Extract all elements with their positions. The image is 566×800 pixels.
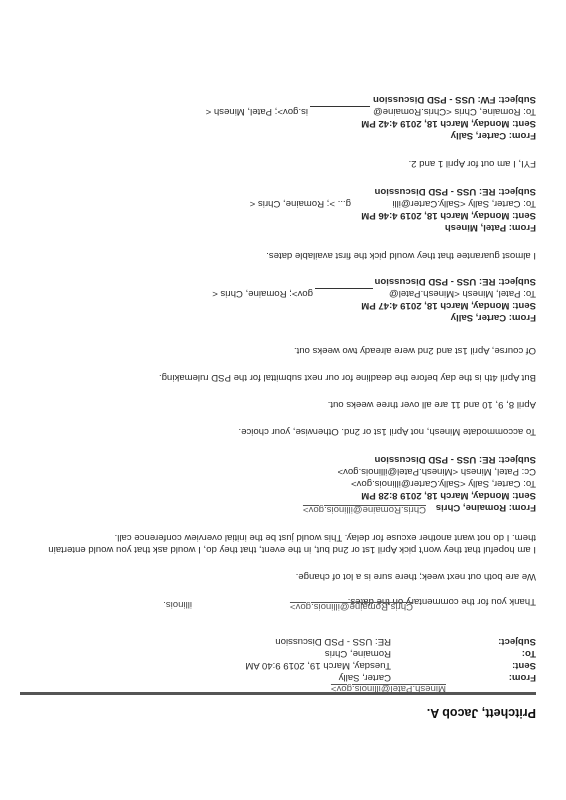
email2-from: From: Romaine, Chris bbox=[435, 502, 536, 513]
illinois-fragment: illinois. bbox=[163, 599, 192, 610]
email5-redaction-line bbox=[310, 106, 370, 107]
email5-to-end: is.gov>; Patel, Minesh < bbox=[205, 106, 308, 117]
email2-sent: Sent: Monday, March 18, 2019 8:28 PM bbox=[361, 490, 536, 501]
sender-name: Pritchett, Jacob A. bbox=[426, 706, 536, 720]
email5-to: To: Romaine, Chris <Chris.Romaine@ bbox=[372, 106, 536, 117]
email4-subject: Subject: RE: USS - PSD Discussion bbox=[374, 186, 536, 197]
email1-subject-label: Subject: bbox=[498, 636, 536, 647]
header-divider bbox=[20, 692, 536, 695]
email3-subject: Subject: RE: USS - PSD Discussion bbox=[374, 276, 536, 287]
email1-body-line1: Thank you for the commentary on the dates. bbox=[347, 596, 536, 607]
email2-body-line3: But April 4th is the day before the deadline for our next submittal for the PSD rulemaking. bbox=[158, 372, 536, 383]
email-link-chris-2[interactable]: Chris.Romaine@illinois.gov> bbox=[289, 601, 413, 612]
email2-body-line4: Of course, April 1st and 2nd were already two weeks out. bbox=[293, 345, 536, 356]
email4-to-end: g... >; Romaine, Chris < bbox=[249, 198, 351, 209]
email1-to-value: Romaine, Chris bbox=[324, 648, 391, 659]
email5-sent: Sent: Monday, March 18, 2019 4:42 PM bbox=[361, 118, 536, 129]
email3-to-end: gov>; Romaine, Chris < bbox=[212, 288, 313, 299]
email1-sent-label: Sent: bbox=[512, 660, 536, 671]
email2-body-line1: To accommodate Minesh, not April 1st or 2nd. Otherwise, your choice. bbox=[238, 426, 536, 437]
email3-to: To: Patel, Minesh <Minesh.Patel@ bbox=[388, 288, 536, 299]
email4-sent: Sent: Monday, March 18, 2019 4:46 PM bbox=[361, 210, 536, 221]
email1-subject-value: RE: USS - PSD Discussion bbox=[275, 636, 391, 647]
email5-subject: Subject: FW: USS - PSD Discussion bbox=[373, 94, 536, 105]
email2-to: To: Carter, Sally <Sally.Carter@illinois.gov> bbox=[351, 478, 536, 489]
email2-cc: Cc: Patel, Minesh <Minesh.Patel@illinois.gov> bbox=[337, 466, 536, 477]
email1-body-line2: We are both out next week; there sure is a lot of change. bbox=[295, 571, 536, 582]
email1-sent-value: Tuesday, March 19, 2019 9:40 AM bbox=[245, 660, 391, 671]
email3-body-line1: I almost guarantee that they would pick the first available dates. bbox=[266, 250, 536, 261]
email1-to-label: To: bbox=[521, 648, 536, 659]
email3-redaction-line bbox=[315, 288, 373, 289]
email1-body-line3: I am hopeful that they won't pick April 1st or 2nd but, in the event, that they do, I would ask that you would entertain bbox=[48, 544, 536, 555]
email1-from-value: Carter, Sally bbox=[338, 672, 391, 683]
email4-from: From: Patel, Minesh bbox=[444, 222, 536, 233]
email5-from: From: Carter, Sally bbox=[450, 130, 536, 141]
email1-body-line4: them. I do not want another excuse for delay. This would just be the initial overview conference call. bbox=[114, 532, 536, 543]
email1-from-label: From: bbox=[508, 672, 536, 683]
email2-body-line2: April 8, 9, 10 and 11 are all over three weeks out. bbox=[327, 399, 536, 410]
email-link-minesh[interactable]: Minesh.Patel@illinois.gov> bbox=[330, 683, 446, 694]
email4-body-line1: FYI, I am out for April 1 and 2. bbox=[408, 158, 536, 169]
email3-from: From: Carter, Sally bbox=[450, 312, 536, 323]
email3-sent: Sent: Monday, March 18, 2019 4:47 PM bbox=[361, 300, 536, 311]
email4-to: To: Carter, Sally <Sally.Carter@illi bbox=[392, 198, 536, 209]
email-link-chris-1[interactable]: Chris.Romaine@illinois.gov> bbox=[302, 504, 426, 515]
email2-subject: Subject: RE: USS - PSD Discussion bbox=[374, 454, 536, 465]
